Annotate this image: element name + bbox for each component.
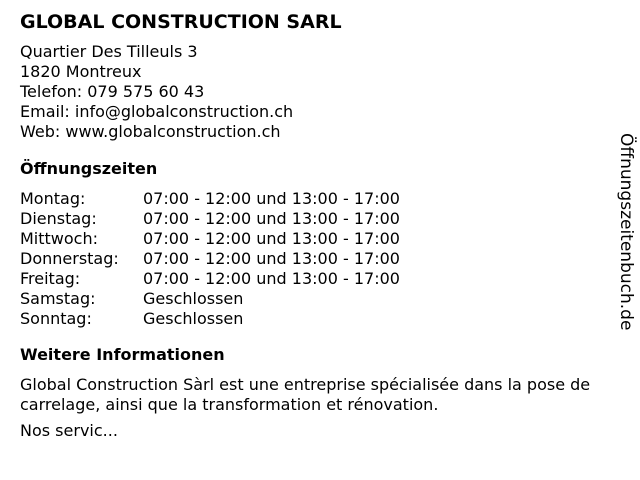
phone-number: Telefon: 079 575 60 43	[20, 82, 205, 101]
opening-hours-table	[20, 189, 400, 329]
hours-value: 07:00 - 12:00 und 13:00 - 17:00	[143, 269, 400, 288]
hours-row-monday	[20, 189, 400, 209]
day-label: Donnerstag:	[20, 249, 119, 268]
hours-row-saturday	[20, 289, 400, 309]
opening-hours-title: Öffnungszeiten	[20, 159, 158, 178]
day-label: Dienstag:	[20, 209, 97, 228]
email-address: Email: info@globalconstruction.ch	[20, 102, 294, 121]
hours-value: 07:00 - 12:00 und 13:00 - 17:00	[143, 209, 400, 228]
street-address: Quartier Des Tilleuls 3	[20, 42, 198, 61]
company-name: GLOBAL CONSTRUCTION SARL	[20, 11, 342, 33]
services-teaser: Nos servic...	[20, 421, 118, 440]
hours-row-friday	[20, 269, 400, 289]
business-card	[20, 10, 610, 441]
day-label: Freitag:	[20, 269, 81, 288]
day-label: Sonntag:	[20, 309, 92, 328]
city-address: 1820 Montreux	[20, 62, 142, 81]
hours-value: 07:00 - 12:00 und 13:00 - 17:00	[143, 249, 400, 268]
day-label: Samstag:	[20, 289, 96, 308]
hours-row-sunday	[20, 309, 400, 329]
more-info-title: Weitere Informationen	[20, 345, 225, 364]
address-block	[20, 42, 610, 142]
day-label: Montag:	[20, 189, 86, 208]
website: Web: www.globalconstruction.ch	[20, 122, 281, 141]
hours-row-thursday	[20, 249, 400, 269]
company-description: Global Construction Sàrl est une entreprise spécialisée dans la pose de carrelage, ainsi que la transformation et rénovation.	[20, 375, 591, 414]
day-label: Mittwoch:	[20, 229, 98, 248]
hours-value: 07:00 - 12:00 und 13:00 - 17:00	[143, 229, 400, 248]
hours-row-tuesday	[20, 209, 400, 229]
hours-row-wednesday	[20, 229, 400, 249]
hours-value: Geschlossen	[143, 289, 244, 308]
hours-value: Geschlossen	[143, 309, 244, 328]
brand-watermark: Öffnungszeitenbuch.de	[616, 133, 636, 331]
hours-value: 07:00 - 12:00 und 13:00 - 17:00	[143, 189, 400, 208]
